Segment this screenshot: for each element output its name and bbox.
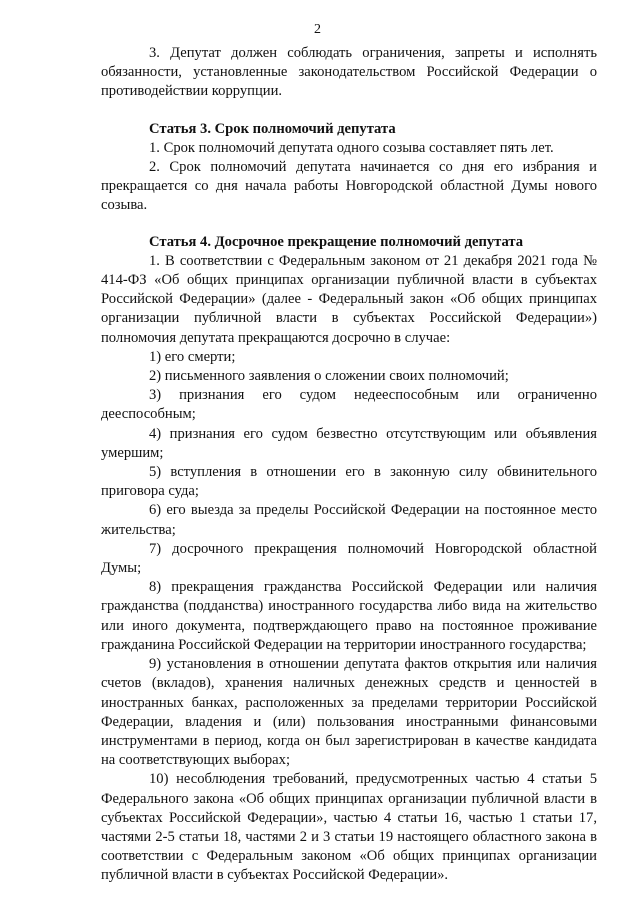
list-item-6: 6) его выезда за пределы Российской Федерации на постоянное место жительства;	[101, 502, 597, 538]
list-item-7: 7) досрочного прекращения полномочий Новгородской областной Думы;	[101, 540, 597, 577]
list-item-10: 10) несоблюдения требований, предусмотренных частью 4 статьи 5 Федерального закона «Об общих принципах организации публичной власти в субъектах Российской Федерации», частью 4 статьи 16, частью 1 статьи 17, частями 2-5 статьи 18, частями 2 и 3 статьи 19 настоящего областного закона в соответствии с Федеральным законом «Об общих принципах организации публичной власти в субъектах Российской Федерации».	[101, 771, 597, 884]
article-3-heading: Статья 3. Срок полномочий депутата	[149, 120, 396, 137]
article-4-heading: Статья 4. Досрочное прекращение полномочий депутата	[149, 233, 524, 250]
page-number: 2	[314, 22, 321, 37]
list-item-3: 3) признания его судом недееспособным или ограниченно дееспособным;	[101, 387, 597, 423]
list-item-9: 9) установления в отношении депутата фактов открытия или наличия счетов (вкладов), хранения наличных денежных средств и ценностей в иностранных банках, расположенных за пределами территории Российской Федерации, владения и (или) пользования иностранными финансовыми инструментами в период, когда он был зарегистрирован в качестве кандидата на соответствующих выборах;	[101, 656, 597, 769]
article-3-paragraph-1: 1. Срок полномочий депутата одного созыва составляет пять лет.	[149, 139, 554, 156]
list-item-4: 4) признания его судом безвестно отсутствующим или объявления умершим;	[101, 425, 597, 461]
list-item-5: 5) вступления в отношении его в законную силу обвинительного приговора суда;	[101, 464, 597, 500]
document-body	[101, 44, 597, 886]
article-4-paragraph-1: 1. В соответствии с Федеральным законом от 21 декабря 2021 года № 414-ФЗ «Об общих принципах организации публичной власти в субъектах Российской Федерации» (далее - Федеральный закон «Об общих принципах организации публичной власти в субъектах Российской Федерации») полномочия депутата прекращаются досрочно в случае:	[101, 252, 597, 346]
list-item-1: 1) его смерти;	[149, 348, 236, 365]
list-item-2: 2) письменного заявления о сложении своих полномочий;	[149, 368, 509, 385]
list-item-8: 8) прекращения гражданства Российской Федерации или наличия гражданства (подданства) иностранного государства либо вида на жительство или иного документа, подтверждающего право на постоянное проживание гражданина Российской Федерации на территории иностранного государства;	[101, 579, 597, 653]
paragraph-anticorruption: 3. Депутат должен соблюдать ограничения, запреты и исполнять обязанности, установленные законодательством Российской Федерации о противодействии коррупции.	[101, 45, 597, 100]
article-3-paragraph-2: 2. Срок полномочий депутата начинается со дня его избрания и прекращается со дня начала работы Новгородской областной Думы нового созыва.	[101, 159, 597, 214]
